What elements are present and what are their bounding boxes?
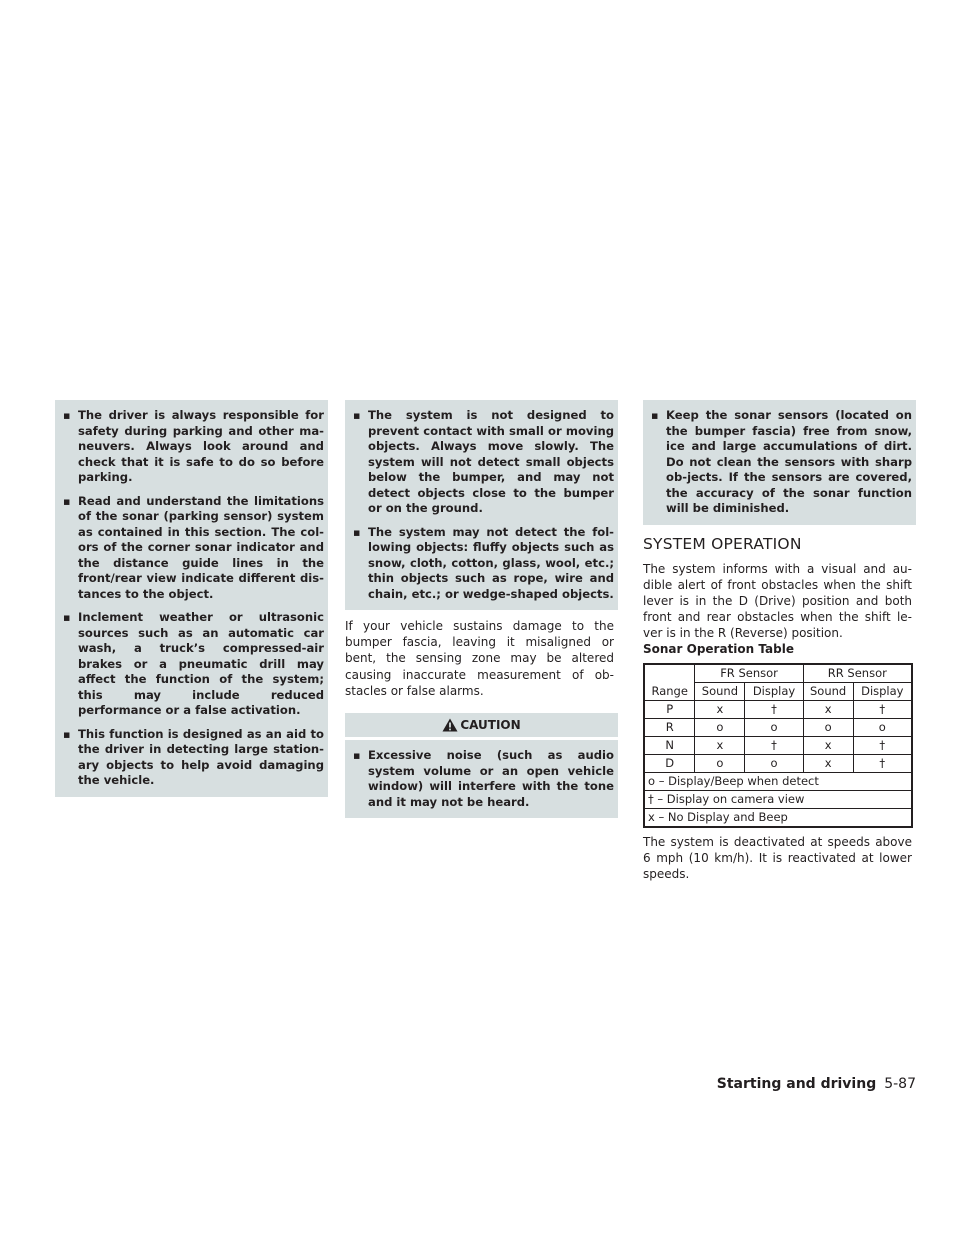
table-legend-row [644,772,912,790]
table-cell: † [853,736,912,754]
table-cell: P [644,700,695,718]
table-cell: o [803,718,853,736]
table-cell: o [745,718,803,736]
table-cell: x [695,700,745,718]
table-cell: x [803,736,853,754]
caution-block [345,713,618,818]
table-group-header-row [644,664,912,683]
warning-item: ▪ Read and understand the limitations of the sonar (parking sensor) system as contained in this section. The col-ors of the corner sonar indicator and the distance guide lines in the front/rear view indicate different dis-tances to the object. [61,494,324,603]
caution-label: CAUTION [460,718,521,733]
table-legend: † – Display on camera view [644,790,912,808]
warning-item: ▪ Keep the sonar sensors (located on the bumper fascia) free from snow, ice and large accumulations of dirt. Do not clean the sensors with sharp ob-jects. If the sensors are covered, the accuracy of the sonar function will be diminished. [649,408,912,517]
caution-item: ▪ Excessive noise (such as audio system volume or an open vehicle window) will interfere with the tone and it may not be heard. [351,748,614,810]
warning-item: ▪ Inclement weather or ultrasonic sources such as an automatic car wash, a truck’s compressed-air brakes or a pneumatic drill may affect the function of the system; this may include reduced performance or a false activation. [61,610,324,719]
table-group-fr: FR Sensor [695,664,803,683]
table-cell: D [644,754,695,772]
warning-box-middle [345,400,618,610]
bumper-damage-paragraph: If your vehicle sustains damage to the bumper fascia, leaving it misaligned or bent, the sensing zone may be altered causing inaccurate measurement of ob-stacles or false alarms. [345,619,614,698]
table-group-rr: RR Sensor [803,664,912,683]
warning-list-right [649,408,912,517]
table-title: Sonar Operation Table [643,641,794,656]
column-left [55,400,328,797]
warning-item: ▪ The driver is always responsible for safety during parking and other ma-neuvers. Always look around and check that it is safe to do so before parking. [61,408,324,486]
caution-box [345,740,618,818]
table-cell: † [745,700,803,718]
warning-box-left [55,400,328,797]
deactivation-paragraph: The system is deactivated at speeds above 6 mph (10 km/h). It is reactivated at lower speeds. [643,834,912,881]
table-header-cell: Display [745,682,803,700]
chapter-title: Starting and driving [716,1076,877,1092]
table-cell: † [853,700,912,718]
warning-item: ▪ This function is designed as an aid to the driver in detecting large station-ary objects to help avoid damaging the vehicle. [61,727,324,789]
table-header-cell: Sound [695,682,745,700]
table-row [644,718,912,736]
warning-list-left [61,408,324,789]
table-cell: o [853,718,912,736]
caution-triangle-icon [442,718,458,732]
table-header-cell: Display [853,682,912,700]
table-row [644,754,912,772]
warning-list-middle [351,408,614,602]
table-row [644,700,912,718]
page-number: 5-87 [884,1076,916,1092]
system-operation-paragraph: The system informs with a visual and au-dible alert of front obstacles when the shift lever is in the D (Drive) position and both front and rear obstacles when the shift le-ver is in the R (Reverse) position. [643,561,912,641]
sonar-operation-table [643,663,913,828]
table-legend-row [644,790,912,808]
table-row [644,736,912,754]
column-middle [345,400,618,818]
caution-header [345,713,618,737]
table-legend-row [644,808,912,827]
table-cell: o [695,754,745,772]
table-cell: R [644,718,695,736]
table-header-cell: Range [644,682,695,700]
table-cell: o [695,718,745,736]
table-cell: N [644,736,695,754]
table-cell: † [745,736,803,754]
table-legend: x – No Display and Beep [644,808,912,827]
table-cell: x [695,736,745,754]
table-legend: o – Display/Beep when detect [644,772,912,790]
caution-list [351,748,614,810]
table-corner-cell [644,664,695,683]
warning-item: ▪ The system may not detect the fol-lowing objects: fluffy objects such as snow, cloth, cotton, glass, wool, etc.; thin objects such as rope, wire and chain, etc.; or wedge-shaped objects. [351,525,614,603]
section-title: SYSTEM OPERATION [643,534,802,553]
page-footer [717,1076,916,1092]
column-right [643,400,916,882]
table-cell: x [803,700,853,718]
table-cell: † [853,754,912,772]
table-cell: o [745,754,803,772]
table-header-row [644,682,912,700]
table-cell: x [803,754,853,772]
warning-item: ▪ The system is not designed to prevent contact with small or moving objects. Always move slowly. The system will not detect small objects below the bumper, and may not detect objects close to the bumper or on the ground. [351,408,614,517]
table-header-cell: Sound [803,682,853,700]
warning-box-right [643,400,916,525]
